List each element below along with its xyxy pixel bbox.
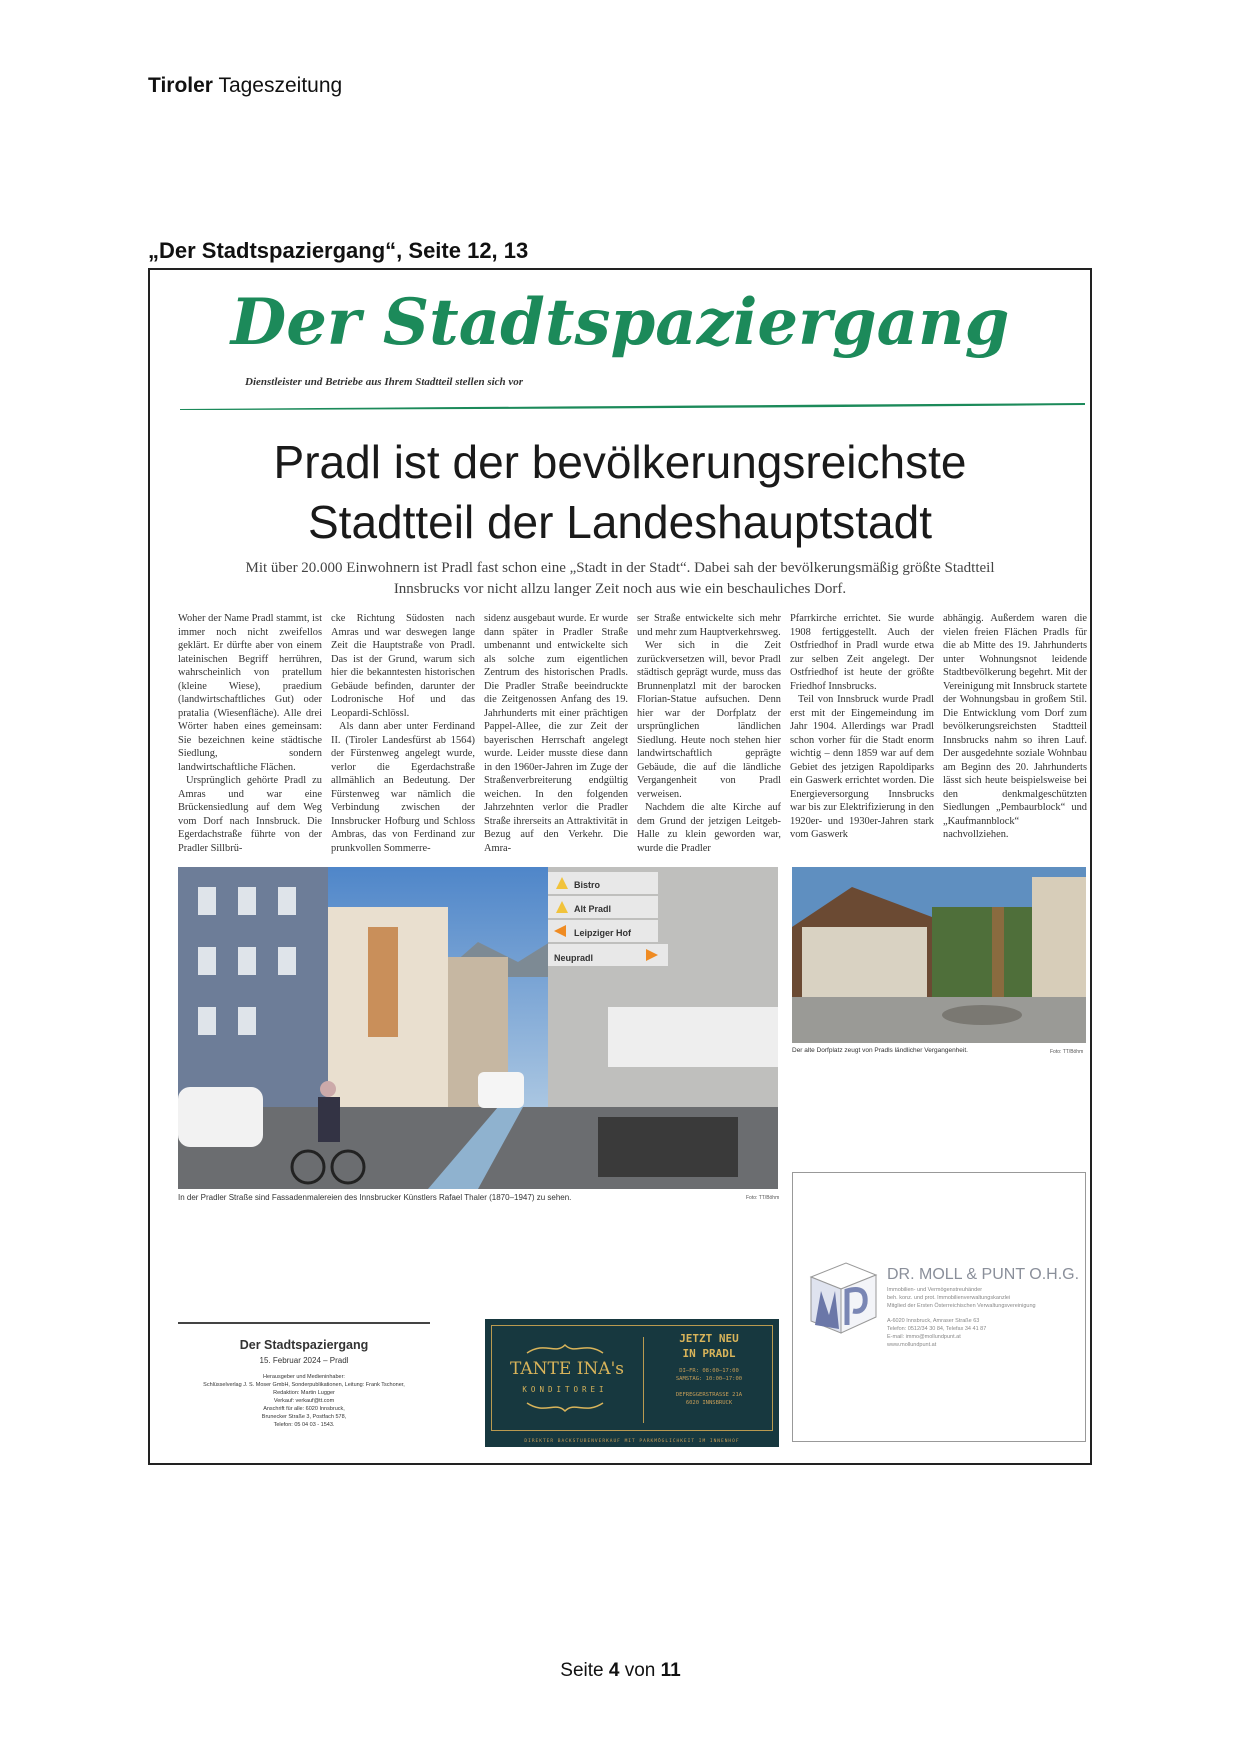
imprint-box: [178, 1322, 430, 1429]
newspaper-brand: [148, 74, 342, 98]
lead-paragraph: Mit über 20.000 Einwohnern ist Pradl fast schon eine „Stadt in der Stadt“. Dabei sah der bevölkerungsmäßig größte Stadtteil Innsbrucks vor nicht allzu langer Zeit noch aus wie ein beschauliches Dorf.: [245, 560, 995, 597]
article-paragraph: Teil von Innsbruck wurde Pradl erst mit der Eingemeindung im Jahr 1904. Allerdings war Pradl schon vorher für die Stadt enorm wichtig – denn 1859 war auf dem Gebiet des jetzigen Rapoldiparks ein Gaswerk errichtet worden. Die Energieversorgung Innsbrucks war bis zur Elektrifizierung in den 1920er- und 1930er-Jahren stark vom Gaswerk: [790, 694, 934, 840]
article-columns: [150, 612, 1090, 855]
article-column: [790, 612, 934, 842]
article-paragraph: sidenz ausgebaut wurde. Er wurde dann später in Pradler Straße umbenannt und entwickelte sich als solche zum eigentlichen Zentrum des historischen Pradls. Die Pradler Straße beeindruckte die Zeitgenossen Anfang des 19. Jahrhunderts mit einer prächtigen Pappel-Allee, die zur Zeit der bayerischen Herrschaft angelegt wurde. Leider musste diese dann in den 1960er-Jahren im Zuge der Straßenverbreiterung endgültig weichen. In den folgenden Jahrzehnten verlor die Pradler Straße ihrerseits an Attraktivität in Bezug auf den Verkehr. Die Amra-: [484, 613, 628, 854]
ad-ina-sub: KONDITOREI: [522, 1385, 608, 1394]
article-column: [331, 612, 475, 855]
imprint-rule: [178, 1322, 430, 1324]
article-paragraph: cke Richtung Südosten nach Amras und war deswegen lange Zeit die Hauptstraße von Pradl. Das ist der Grund, warum sich hier die bekanntesten historischen Gebäude befinden, darunter der Lodronische Hof und das Leopardi-Schlössl.: [331, 613, 475, 719]
moll-punt-ad: [792, 1172, 1086, 1442]
imprint-lines: [178, 1373, 430, 1429]
imprint-title: Der Stadtspaziergang: [239, 1338, 369, 1352]
page-footer: [0, 1660, 1241, 1682]
ad-moll-line: www.mollundpunt.at: [887, 1342, 937, 1348]
article-paragraph: Wer sich in die Zeit zurückversetzen will, bevor Pradl städtisch geprägt wurde, muss das Brunnenplatzl mit der barocken Florian-Statue aufsuchen. Denn hier war der Dorfplatz der ursprünglichen ländlichen Siedlung. Heute noch stehen hier landwirtschaftlich geprägte Gebäude, die auf die ländliche Vergangenheit von Pradl verweisen.: [637, 640, 781, 800]
mp-cube-logo-icon: [801, 1255, 881, 1335]
footer-mid: von: [624, 1660, 656, 1681]
headline-line-2: Stadtteil der Landeshauptstadt: [307, 496, 932, 548]
sign-leipziger-hof: Leipziger Hof: [574, 928, 632, 938]
article-paragraph: Pfarrkirche errichtet. Sie wurde 1908 fertiggestellt. Auch der Ostfriedhof in Pradl wurde etwa zur selben Zeit angelegt. Der Ostfriedhof ist heute der größte Friedhof Innsbrucks.: [790, 613, 934, 692]
side-photo-caption: Der alte Dorfplatz zeugt von Pradls ländlicher Vergangenheit.: [792, 1047, 968, 1054]
green-divider: [180, 403, 1085, 410]
ad-divider: [643, 1337, 644, 1423]
sign-neupradl: Neupradl: [554, 953, 594, 963]
village-square-photo: [792, 867, 1086, 1043]
article-paragraph: Ursprünglich gehörte Pradl zu Amras und war eine Brückensiedlung auf dem Weg vom Dorf nach Innsbruck. Die Egerdachstraße führte von der Pradler Sillbrü-: [178, 775, 322, 854]
ornament-icon: [525, 1341, 605, 1355]
headline-line-1: Pradl ist der bevölkerungsreichste: [273, 436, 967, 488]
street-photo: [178, 867, 778, 1189]
main-photo-credit: Foto: TT/Böhm: [746, 1195, 780, 1201]
footer-page-number: 4: [608, 1660, 620, 1681]
newspaper-clipping: [148, 268, 1092, 1465]
imprint-line: Brunecker Straße 3, Postfach 578,: [261, 1414, 347, 1420]
brand-rest: Tageszeitung: [218, 74, 343, 97]
ad-ina-footer: DIREKTER BACKSTUBENVERKAUF MIT PARKMÖGLICHKEIT IM INNENHOF: [524, 1439, 740, 1444]
footer-prefix: Seite: [560, 1660, 604, 1681]
ad-ina-hours: [651, 1367, 767, 1383]
ad-ina-headline: [651, 1331, 767, 1361]
ad-moll-line: Mitglied der Ersten Österreichischen Verwaltungsvereinigung: [887, 1303, 1036, 1309]
article-paragraph: Woher der Name Pradl stammt, ist immer noch nicht zweifellos geklärt. Er dürfte aber von einem lateinischen Begriff herrühren, wahrscheinlich von pratellum (kleine Wiese), praedium (landwirtschaftliches Gut) oder pratalia (Wiesenfläche). Alle drei Wörter haben eines gemeinsam: Sie bezeichnen keine städtische Siedlung, sondern landwirtschaftliche Flächen.: [178, 613, 322, 773]
article-column: [484, 612, 628, 855]
imprint-line: Telefon: 05 04 03 - 1543.: [273, 1422, 335, 1428]
masthead-subtitle: Dienstleister und Betriebe aus Ihrem Stadtteil stellen sich vor: [245, 376, 524, 388]
imprint-line: Herausgeber und Medieninhaber:: [263, 1374, 345, 1380]
article-column: [178, 612, 322, 855]
sign-bistro: Bistro: [574, 880, 601, 890]
article-paragraph: ser Straße entwickelte sich mehr und mehr zum Hauptverkehrsweg.: [637, 613, 781, 638]
ad-moll-line: Telefon: 0512/34 30 84, Telefax 34 41 87: [887, 1326, 987, 1332]
hours-line: SAMSTAG: 10:00–17:00: [675, 1376, 743, 1382]
address-line: 6020 INNSBRUCK: [685, 1400, 733, 1406]
brand-bold: Tiroler: [148, 74, 213, 97]
headline-line: IN PRADL: [682, 1347, 736, 1360]
headline-line: JETZT NEU: [679, 1332, 739, 1345]
hours-line: DI–FR: 08:00–17:00: [679, 1368, 739, 1374]
imprint-line: Anschrift für alle: 6020 Innsbruck,: [263, 1406, 345, 1412]
imprint-date: 15. Februar 2024 – Pradl: [259, 1356, 349, 1365]
ad-moll-line: E-mail: immo@mollundpunt.at: [887, 1334, 961, 1340]
imprint-line: Verkauf: verkauf@tt.com: [273, 1398, 335, 1404]
ad-moll-line: beh. konz. und prot. Immobilienverwaltungskanzlei: [887, 1295, 1011, 1301]
ad-moll-line: A-6020 Innsbruck, Amraser Straße 63: [887, 1318, 980, 1324]
tante-ina-ad: [485, 1319, 779, 1447]
article-paragraph: Nachdem die alte Kirche auf dem Grund der jetzigen Leitgeb-Halle zu klein geworden war, wurde die Pradler: [637, 802, 781, 854]
ad-moll-name: DR. MOLL & PUNT O.H.G.: [887, 1266, 1080, 1283]
photos-and-ads: [150, 867, 1090, 1457]
ad-ina-address: [651, 1391, 767, 1407]
ad-moll-line: Immobilien- und Vermögenstreuhänder: [887, 1287, 983, 1293]
article-column: [943, 612, 1087, 842]
article-paragraph: abhängig. Außerdem waren die vielen freien Flächen Pradls für die ab Mitte des 19. Jahrhunderts unter Wohnungsnot leidende Stadtbevölkerung begehrt. Mit der Vereinigung mit Innsbruck startete der Wohnungsbau in großem Stil. Die Entwicklung vom Dorf zum bevölkerungsreichsten Stadtteil Innsbrucks nahm so ihren Lauf. Der ausgedehnte soziale Wohnbau am Beginn des 20. Jahrhunderts lässt sich heute beispielsweise bei den denkmalgeschützten Siedlungen „Pembaurblock“ und „Kaufmannblock“ nachvollziehen.: [943, 613, 1087, 840]
side-photo-credit: Foto: TT/Böhm: [1050, 1049, 1084, 1055]
headline: [150, 432, 1090, 552]
footer-total-pages: 11: [660, 1660, 681, 1681]
address-line: DEFREGGERSTRASSE 21A: [675, 1392, 743, 1398]
masthead: Der Stadtspaziergang: [230, 285, 1010, 360]
imprint-line: Schlüsselverlag J. S. Moser GmbH, Sonderpublikationen, Leitung: Frank Tschoner,: [203, 1382, 405, 1388]
main-photo-caption: In der Pradler Straße sind Fassadenmalereien des Innsbrucker Künstlers Rafael Thaler (1870–1947) zu sehen.: [178, 1193, 572, 1202]
ornament-icon: [525, 1401, 605, 1415]
ad-ina-name: TANTE INA's: [510, 1359, 624, 1379]
article-paragraph: Als dann aber unter Ferdinand II. (Tiroler Landesfürst ab 1564) der Fürstenweg angelegt wurde, verlor die Egerdachstraße allmählich an Bedeutung. Der Fürstenweg war nämlich die Verbindung zwischen der Innsbrucker Hofburg und Schloss Ambras, das von Ferdinand zur prunkvollen Sommerre-: [331, 721, 475, 854]
article-column: [637, 612, 781, 855]
section-title: „Der Stadtspaziergang“, Seite 12, 13: [148, 238, 529, 263]
sign-alt-pradl: Alt Pradl: [574, 904, 612, 914]
imprint-line: Redaktion: Martin Lugger: [273, 1390, 335, 1396]
